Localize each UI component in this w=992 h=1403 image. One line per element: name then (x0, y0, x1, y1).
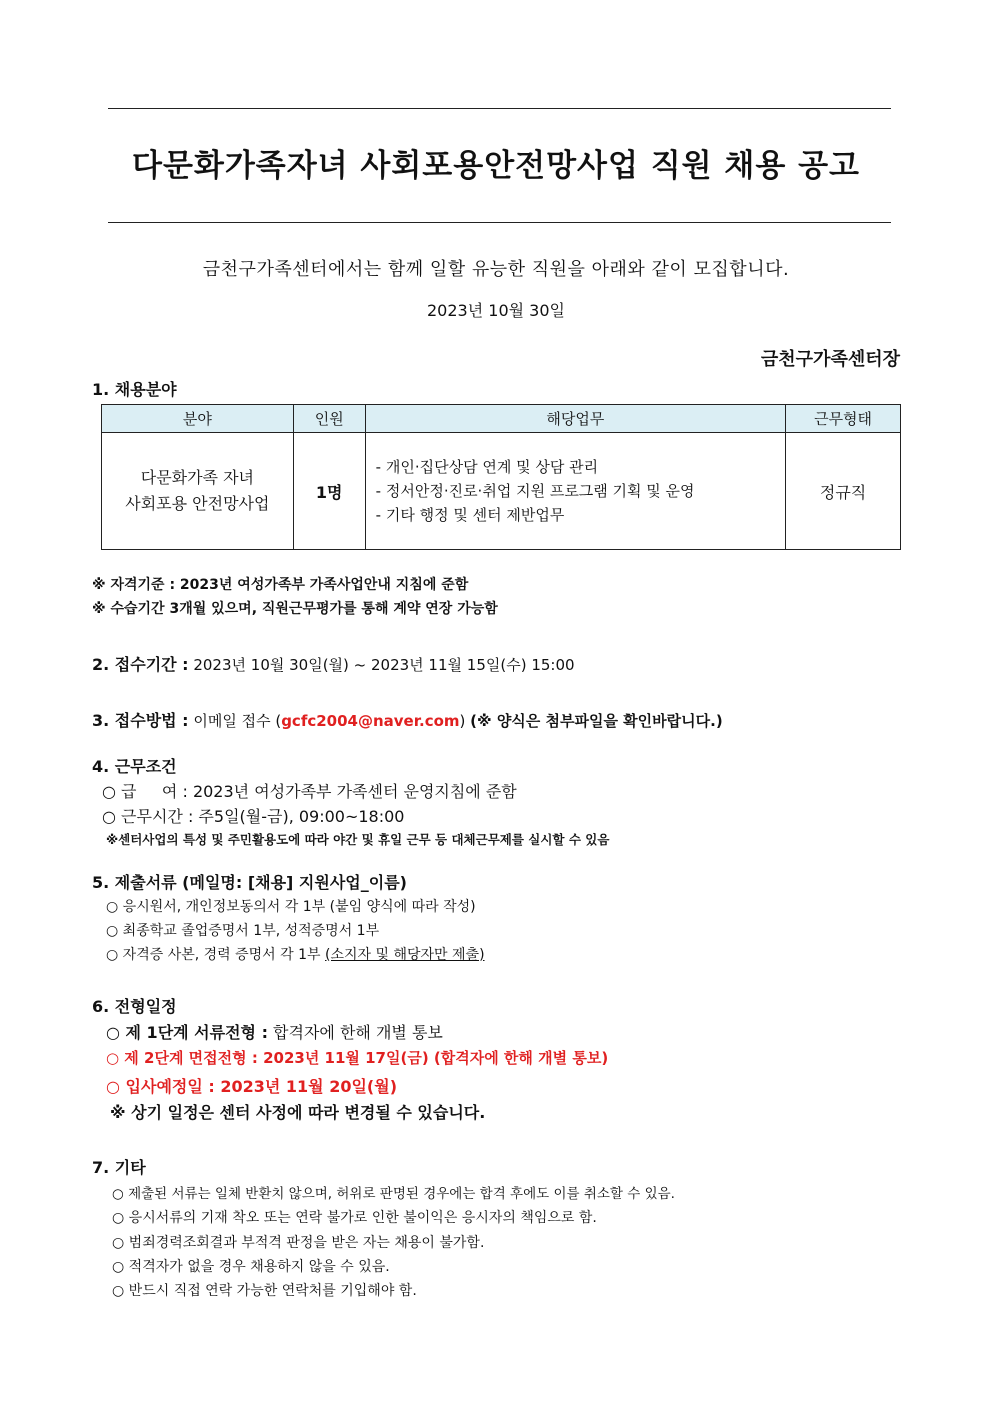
etc-item: ○ 제출된 서류는 일체 반환치 않으며, 허위로 판명된 경우에는 합격 후에도 이를 취소할 수 있음. (112, 1186, 675, 1202)
section7-heading: 7. 기타 (92, 1158, 146, 1177)
etc-item: ○ 반드시 직접 연락 가능한 연락처를 기입해야 함. (112, 1283, 417, 1299)
top-rule (108, 108, 891, 109)
signer: 금천구가족센터장 (760, 349, 900, 370)
step1-value: 합격자에 한해 개별 통보 (267, 1023, 443, 1042)
cell-count: 1명 (293, 433, 365, 550)
schedule-step1 (106, 1020, 443, 1043)
doc-item3-underlined: (소지자 및 해당자만 제출) (325, 947, 485, 963)
work-note: ※센터사업의 특성 및 주민활용도에 따라 야간 및 휴일 근무 등 대체근무제를 실시할 수 있음 (106, 832, 610, 847)
field-line2: 사회포용 안전망사업 (125, 494, 270, 513)
schedule-note: ※ 상기 일정은 센터 사정에 따라 변경될 수 있습니다. (110, 1103, 486, 1122)
page-title: 다문화가족자녀 사회포용안전망사업 직원 채용 공고 (132, 148, 860, 184)
etc-item: ○ 범죄경력조회결과 부적격 판정을 받은 자는 채용이 불가함. (112, 1235, 485, 1251)
section2-label: 2. 접수기간 : (92, 655, 189, 674)
section3-label: 3. 접수방법 : (92, 711, 189, 730)
section3-line (92, 708, 723, 731)
work-salary: ○ 급 여 : 2023년 여성가족부 가족센터 운영지침에 준함 (102, 782, 517, 801)
section3-note: (※ 양식은 첨부파일을 확인바랍니다.) (470, 712, 723, 730)
section4-heading: 4. 근무조건 (92, 757, 177, 776)
schedule-step3: ○ 입사예정일 : 2023년 11월 20일(월) (106, 1077, 398, 1096)
section1-heading: 1. 채용분야 (92, 380, 177, 399)
duty-item: - 기타 행정 및 센터 제반업무 (375, 506, 565, 524)
duty-item: - 개인·집단상담 연계 및 상담 관리 (375, 458, 599, 476)
header-field: 분야 (102, 405, 294, 433)
section5-heading: 5. 제출서류 (메일명: [채용] 지원사업_이름) (92, 873, 407, 892)
duty-item: - 정서안정·진로·취업 지원 프로그램 기획 및 운영 (375, 482, 695, 500)
doc-item: ○ 최종학교 졸업증명서 1부, 성적증명서 1부 (106, 923, 380, 939)
etc-item: ○ 적격자가 없을 경우 채용하지 않을 수 있음. (112, 1259, 390, 1275)
probation-note: ※ 수습기간 3개월 있으며, 직원근무평가를 통해 계약 연장 가능함 (92, 601, 498, 617)
header-count: 인원 (293, 405, 365, 433)
section2-value: 2023년 10월 30일(월) ~ 2023년 11월 15일(수) 15:00 (188, 656, 575, 674)
section3-prefix: 이메일 접수 ( (188, 712, 282, 730)
section2-line (92, 652, 575, 675)
notice-date: 2023년 10월 30일 (427, 301, 565, 320)
doc-item: ○ 응시원서, 개인정보동의서 각 1부 (붙임 양식에 따라 작성) (106, 899, 476, 915)
doc-item3-prefix: ○ 자격증 사본, 경력 증명서 각 1부 (106, 947, 326, 963)
doc-item (106, 944, 485, 964)
table-header-row (102, 405, 901, 433)
work-hours: ○ 근무시간 : 주5일(월-금), 09:00~18:00 (102, 807, 405, 826)
step1-label: ○ 제 1단계 서류전형 : (106, 1023, 268, 1042)
table-row (102, 433, 901, 550)
cell-type: 정규직 (786, 433, 901, 550)
header-duties: 해당업무 (365, 405, 785, 433)
field-line1: 다문화가족 자녀 (140, 468, 255, 487)
title-rule (108, 222, 891, 223)
section3-suffix: ) (459, 712, 471, 730)
intro-text: 금천구가족센터에서는 함께 일할 유능한 직원을 아래와 같이 모집합니다. (202, 259, 790, 280)
header-type: 근무형태 (786, 405, 901, 433)
etc-item: ○ 응시서류의 기재 착오 또는 연락 불가로 인한 불이익은 응시자의 책임으로 함. (112, 1210, 597, 1226)
cell-field (102, 433, 294, 550)
section6-heading: 6. 전형일정 (92, 997, 177, 1016)
email-link[interactable]: gcfc2004@naver.com (281, 712, 460, 730)
cell-duties (365, 433, 785, 550)
recruit-table (101, 404, 901, 550)
qualification-note: ※ 자격기준 : 2023년 여성가족부 가족사업안내 지침에 준함 (92, 577, 469, 593)
schedule-step2: ○ 제 2단계 면접전형 : 2023년 11월 17일(금) (합격자에 한해 개별 통보) (106, 1049, 609, 1067)
